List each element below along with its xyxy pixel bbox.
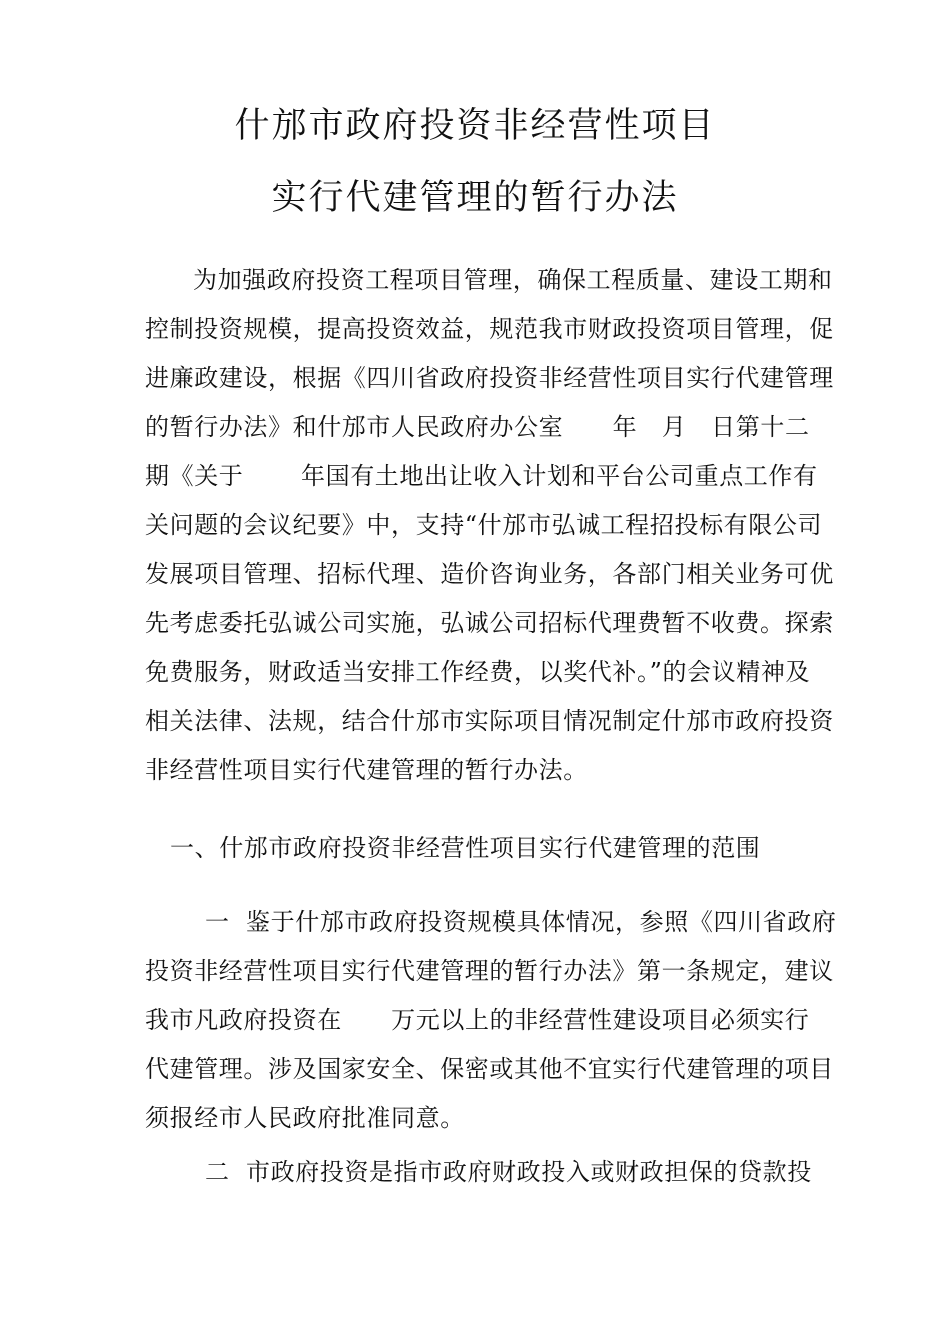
clause-2-line-1: 二 市政府投资是指市政府财政投入或财政担保的贷款投	[205, 1158, 812, 1186]
intro-line-6: 关问题的会议纪要》中，支持“什邡市弘诚工程招投标有限公司	[145, 511, 823, 539]
clause-1-line-4: 代建管理。涉及国家安全、保密或其他不宜实行代建管理的项目	[145, 1055, 834, 1083]
clause-1-line-2: 投资非经营性项目实行代建管理的暂行办法》第一条规定，建议	[145, 957, 834, 985]
intro-line-7: 发展项目管理、招标代理、造价咨询业务，各部门相关业务可优	[145, 560, 834, 588]
section-heading-1: 一、什邡市政府投资非经营性项目实行代建管理的范围	[170, 834, 761, 862]
intro-line-11: 非经营性项目实行代建管理的暂行办法。	[145, 756, 588, 784]
clause-1-line-3: 我市凡政府投资在 万元以上的非经营性建设项目必须实行	[145, 1006, 810, 1034]
intro-line-4: 的暂行办法》和什邡市人民政府办公室 年 月 日第十二	[145, 413, 810, 441]
intro-line-9: 免费服务，财政适当安排工作经费，以奖代补。”的会议精神及	[145, 658, 811, 686]
clause-1-line-1: 一 鉴于什邡市政府投资规模具体情况，参照《四川省政府	[205, 908, 837, 936]
intro-line-1: 为加强政府投资工程项目管理，确保工程质量、建设工期和	[193, 266, 833, 294]
intro-line-2: 控制投资规模，提高投资效益，规范我市财政投资项目管理，促	[145, 315, 834, 343]
clause-1-line-5: 须报经市人民政府批准同意。	[145, 1104, 465, 1132]
document-title-line-1: 什邡市政府投资非经营性项目	[234, 106, 716, 146]
intro-line-3: 进廉政建设，根据《四川省政府投资非经营性项目实行代建管理	[145, 364, 834, 392]
intro-line-8: 先考虑委托弘诚公司实施，弘诚公司招标代理费暂不收费。探索	[145, 609, 834, 637]
intro-line-5: 期《关于 年国有土地出让收入计划和平台公司重点工作有	[145, 462, 818, 490]
document-title-line-2: 实行代建管理的暂行办法	[271, 178, 679, 218]
intro-line-10: 相关法律、法规，结合什邡市实际项目情况制定什邡市政府投资	[145, 707, 834, 735]
